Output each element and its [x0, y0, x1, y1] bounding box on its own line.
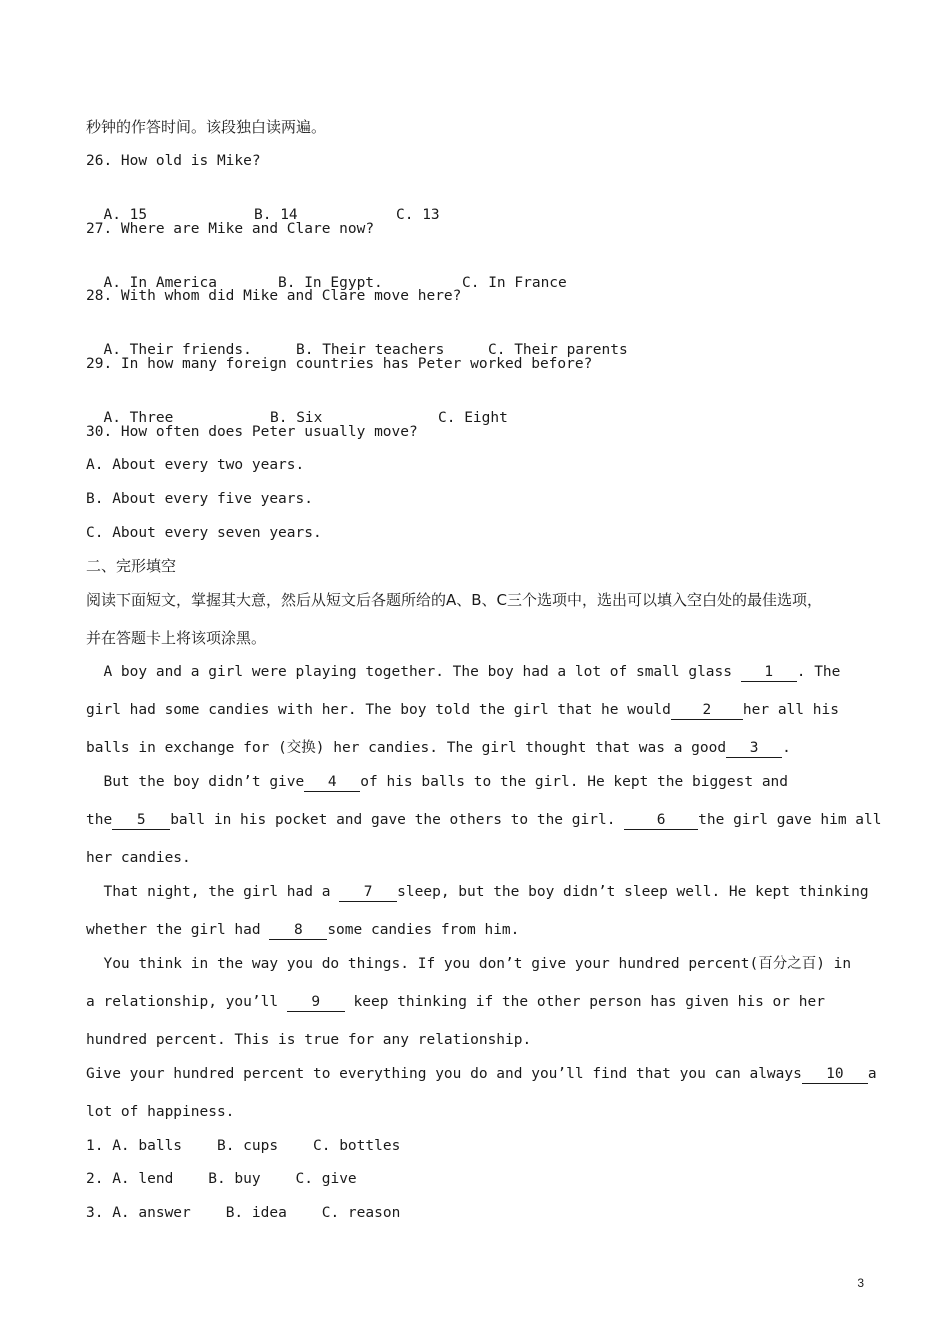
blank-3: 3 [726, 740, 782, 758]
passage-line [86, 992, 825, 1012]
option-30-a: A. About every two years. [86, 457, 305, 473]
section-instruction: 阅读下面短文，掌握其大意，然后从短文后各题所给的A、B、C三个选项中，选出可以填入空白处的最佳选项， [86, 591, 823, 609]
passage-text: her all his [742, 702, 839, 718]
option-number: 1. [86, 1138, 104, 1154]
passage-text: But the boy didn’t give [86, 774, 305, 790]
option-a: A. Three [103, 410, 174, 426]
instruction-tail: 秒钟的作答时间。该段独白读两遍。 [86, 118, 327, 136]
passage-text: the girl gave him all [698, 812, 882, 828]
page-number: 3 [857, 1276, 864, 1290]
passage-text: Give your hundred percent to everything you do and you’ll find that you can always [86, 1066, 802, 1082]
blank-2: 2 [671, 702, 743, 720]
option-a: A. Their friends. [103, 342, 252, 358]
question-29: 29. In how many foreign countries has Peter worked before? [86, 356, 593, 372]
question-28: 28. With whom did Mike and Clare move here? [86, 288, 462, 304]
blank-10: 10 [802, 1066, 868, 1084]
blank-9: 9 [287, 994, 345, 1012]
cloze-option-row [86, 1136, 400, 1156]
passage-text: sleep, but the boy didn’t sleep well. He kept thinking [397, 884, 869, 900]
option-a: A. lend [112, 1171, 174, 1187]
blank-5: 5 [112, 812, 170, 830]
option-30-c: C. About every seven years. [86, 525, 322, 541]
passage-text: the [86, 812, 113, 828]
blank-1: 1 [741, 664, 797, 682]
passage-text: ball in his pocket and gave the others to the girl. [170, 812, 625, 828]
option-b: B. Their teachers [296, 342, 445, 358]
option-b: B. 14 [254, 207, 298, 223]
cloze-option-row [86, 1169, 357, 1189]
option-c: C. Eight [438, 410, 508, 426]
option-a: A. In America [103, 275, 217, 291]
passage-text: A boy and a girl were playing together. The boy had a lot of small glass [86, 664, 741, 680]
option-30-b: B. About every five years. [86, 491, 313, 507]
blank-4: 4 [304, 774, 360, 792]
blank-7: 7 [339, 884, 397, 902]
passage-line: her candies. [86, 850, 191, 866]
section-title: 二、完形填空 [86, 557, 177, 575]
passage-text: . The [796, 664, 841, 680]
passage-text: balls in exchange for (交换) her candies. The girl thought that was a good [86, 740, 727, 756]
option-c: C. give [295, 1171, 357, 1187]
passage-text: That night, the girl had a [86, 884, 340, 900]
passage-line: hundred percent. This is true for any relationship. [86, 1032, 532, 1048]
passage-text: . [782, 740, 791, 756]
option-b: B. In Egypt. [278, 275, 383, 291]
option-c: C. 13 [396, 207, 440, 223]
passage-line [86, 920, 519, 940]
passage-text: girl had some candies with her. The boy told the girl that he would [86, 702, 671, 718]
option-a: A. answer [112, 1205, 191, 1221]
passage-text: a [867, 1066, 877, 1082]
passage-line [86, 810, 881, 830]
option-b: B. Six [270, 410, 323, 426]
passage-text: keep thinking if the other person has given his or her [344, 994, 825, 1010]
passage-line [86, 662, 840, 682]
passage-line [86, 772, 788, 792]
option-c: C. In France [462, 275, 567, 291]
passage-text: some candies from him. [327, 922, 520, 938]
blank-8: 8 [269, 922, 327, 940]
passage-line [86, 882, 869, 902]
question-30: 30. How often does Peter usually move? [86, 424, 418, 440]
option-b: B. cups [216, 1138, 279, 1154]
option-a: A. 15 [103, 207, 148, 223]
option-b: B. buy [208, 1171, 261, 1187]
passage-line [86, 700, 839, 720]
passage-text: a relationship, you’ll [86, 994, 287, 1010]
passage-line [86, 738, 791, 758]
passage-line: You think in the way you do things. If you don’t give your hundred percent(百分之百) in [86, 956, 852, 972]
passage-text: whether the girl had [86, 922, 270, 938]
passage-line [86, 1064, 877, 1084]
passage-line: lot of happiness. [86, 1104, 235, 1120]
blank-6: 6 [624, 812, 698, 830]
option-c: C. reason [321, 1205, 401, 1221]
passage-text: of his balls to the girl. He kept the biggest and [360, 774, 789, 790]
question-26: 26. How old is Mike? [86, 153, 261, 169]
option-number: 3. [86, 1205, 104, 1221]
option-c: C. bottles [313, 1138, 401, 1154]
option-c: C. Their parents [488, 342, 628, 358]
option-a: A. balls [112, 1138, 183, 1154]
option-number: 2. [86, 1171, 104, 1187]
question-27: 27. Where are Mike and Clare now? [86, 221, 375, 237]
section-instruction-cont: 并在答题卡上将该项涂黑。 [86, 629, 267, 647]
option-b: B. idea [225, 1205, 287, 1221]
cloze-option-row [86, 1203, 400, 1223]
